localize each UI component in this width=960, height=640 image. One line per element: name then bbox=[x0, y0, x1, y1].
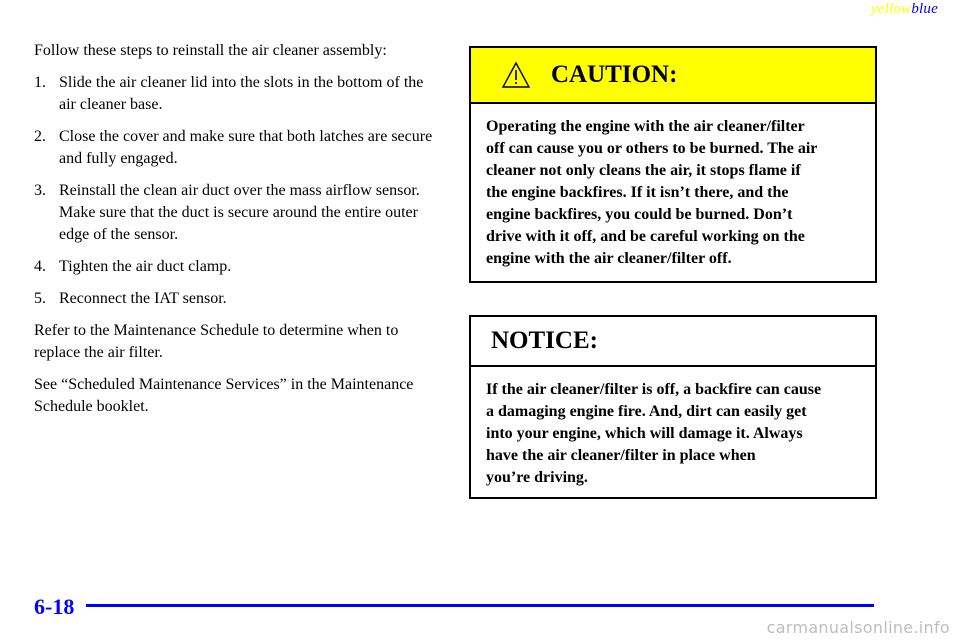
step-number: 3. bbox=[34, 182, 46, 199]
step-item bbox=[34, 288, 444, 310]
notice-body bbox=[471, 367, 875, 489]
caution-title: CAUTION: bbox=[551, 61, 678, 88]
maintenance-schedule-text: Refer to the Maintenance Schedule to determine when to replace the air filter. bbox=[34, 322, 399, 361]
notice-line: If the air cleaner/filter is off, a backfire can cause bbox=[486, 381, 822, 398]
brand-mark bbox=[871, 1, 938, 18]
step-item bbox=[34, 180, 444, 246]
step-number: 1. bbox=[34, 74, 46, 91]
brand-word-yellow: yellow bbox=[871, 1, 912, 17]
footer-rule bbox=[86, 604, 874, 607]
site-watermark: carmanualsonline.info bbox=[766, 618, 950, 637]
caution-line: off can cause you or others to be burned. The air bbox=[486, 140, 818, 157]
step-text: Reinstall the clean air duct over the mass airflow sensor. Make sure that the duct is secure around the entire outer edge of the sensor. bbox=[59, 182, 420, 243]
caution-body bbox=[471, 104, 875, 270]
step-text: Slide the air cleaner lid into the slots in the bottom of the air cleaner base. bbox=[59, 74, 424, 113]
notice-line: you’re driving. bbox=[486, 469, 588, 486]
notice-line: a damaging engine fire. And, dirt can easily get bbox=[486, 403, 807, 420]
caution-line: Operating the engine with the air cleaner/filter bbox=[486, 118, 805, 135]
caution-line: the engine backfires. If it isn’t there, and the bbox=[486, 184, 789, 201]
page-number: 6-18 bbox=[34, 594, 75, 619]
notice-line: have the air cleaner/filter in place when bbox=[486, 447, 756, 464]
step-item bbox=[34, 72, 444, 116]
intro-text: Follow these steps to reinstall the air cleaner assembly: bbox=[34, 42, 387, 59]
caution-line: engine with the air cleaner/filter off. bbox=[486, 250, 732, 267]
see-also-text: See “Scheduled Maintenance Services” in the Maintenance Schedule booklet. bbox=[34, 376, 414, 415]
notice-box bbox=[469, 315, 877, 499]
step-item bbox=[34, 256, 444, 278]
step-item bbox=[34, 126, 444, 170]
step-number: 2. bbox=[34, 128, 46, 145]
caution-box bbox=[469, 46, 877, 283]
caution-line: drive with it off, and be careful working on the bbox=[486, 228, 805, 245]
step-text: Reconnect the IAT sensor. bbox=[59, 290, 227, 307]
instructions-column bbox=[34, 40, 444, 428]
notice-header bbox=[471, 317, 875, 367]
warning-triangle-icon bbox=[501, 61, 531, 89]
step-text: Close the cover and make sure that both latches are secure and fully engaged. bbox=[59, 128, 433, 167]
notice-title: NOTICE: bbox=[491, 327, 598, 354]
caution-line: engine backfires, you could be burned. Don’t bbox=[486, 206, 793, 223]
notice-line: into your engine, which will damage it. Always bbox=[486, 425, 803, 442]
caution-header bbox=[471, 48, 875, 104]
brand-word-blue: blue bbox=[911, 1, 938, 17]
step-number: 5. bbox=[34, 290, 46, 307]
steps-list bbox=[34, 72, 444, 310]
step-number: 4. bbox=[34, 258, 46, 275]
step-text: Tighten the air duct clamp. bbox=[59, 258, 232, 275]
caution-line: cleaner not only cleans the air, it stops flame if bbox=[486, 162, 801, 179]
